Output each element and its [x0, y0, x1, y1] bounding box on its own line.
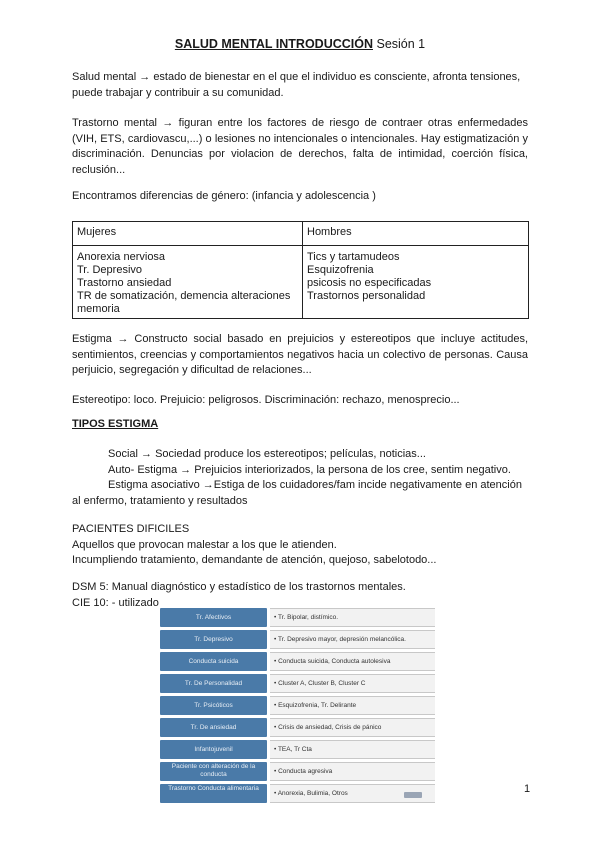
gender-differences-table: [72, 221, 529, 319]
pacientes-line: Aquellos que provocan malestar a los que le atienden.: [72, 538, 337, 551]
diagram-category: Infantojuvenil: [160, 740, 267, 759]
diagram-detail: • Esquizofrenia, Tr. Delirante: [270, 696, 435, 715]
diagram-detail: • Conducta suicida, Conducta autolesiva: [270, 652, 435, 671]
tipo-auto-estigma: Auto- Estigma → Prejuicios interiorizados, la persona de los cree, sentim negativo.: [108, 463, 511, 476]
diagram-row: [158, 608, 438, 627]
classification-section: [72, 580, 528, 611]
tipos-estigma-heading: TIPOS ESTIGMA: [72, 418, 159, 430]
genero-paragraph: Encontramos diferencias de género: (infancia y adolescencia ): [72, 190, 376, 202]
diagram-detail: • Crisis de ansiedad, Crisis de pánico: [270, 718, 435, 737]
tipo-asociativo-continuation: al enfermo, tratamiento y resultados: [72, 494, 248, 507]
page-title: [0, 37, 600, 51]
tipos-estigma-list: [72, 447, 528, 509]
diagram-category: Tr. Afectivos: [160, 608, 267, 627]
diagram-detail: • TEA, Tr Cta: [270, 740, 435, 759]
diagram-category: Conducta suicida: [160, 652, 267, 671]
diagram-category: Tr. De ansiedad: [160, 718, 267, 737]
mujeres-item: Tr. Depresivo: [77, 264, 143, 276]
diagram-row: [158, 674, 438, 693]
trastorno-mental-paragraph: Trastorno mental → figuran entre los factores de riesgo de contraer otras enfermedades (VIH, ETS, cardiovascu,...) o lesiones no intencionales o intencionales. Hay estigmatización y discriminación. Denuncias por violacion de derechos, falta de intimidad, coerción física, reclusión...: [72, 117, 528, 176]
estereotipo-paragraph: Estereotipo: loco. Prejuicio: peligrosos. Discriminación: rechazo, menosprecio...: [72, 394, 460, 406]
diagram-category: Trastorno Conducta alimentaria: [160, 784, 267, 803]
diagram-row: [158, 784, 438, 803]
mujeres-item: Anorexia nerviosa: [77, 251, 166, 263]
hombres-item: Esquizofrenia: [307, 264, 374, 276]
title-session: Sesión 1: [376, 37, 426, 51]
salud-mental-paragraph: Salud mental → estado de bienestar en el que el individuo es consciente, afronta tensiones, puede trabajar y contribuir a su comunidad.: [72, 71, 521, 99]
diagram-row: [158, 740, 438, 759]
mujeres-cell: [73, 246, 303, 319]
page-number: 1: [524, 783, 531, 795]
diagram-row: [158, 630, 438, 649]
diagram-detail: • Anorexia, Bulimia, Otros: [270, 784, 435, 803]
disorders-diagram: [158, 608, 438, 804]
diagram-category: Tr. Depresivo: [160, 630, 267, 649]
diagram-row: [158, 696, 438, 715]
pacientes-heading: PACIENTES DIFICILES: [72, 523, 190, 535]
diagram-category: Tr. Psicóticos: [160, 696, 267, 715]
diagram-detail: • Conducta agresiva: [270, 762, 435, 781]
diagram-detail: • Cluster A, Cluster B, Cluster C: [270, 674, 435, 693]
hombres-item: Tics y tartamudeos: [307, 251, 400, 263]
tipo-asociativo: Estigma asociativo →Estiga de los cuidadores/fam incide negativamente en atención: [108, 479, 522, 491]
hombres-cell: [303, 246, 529, 319]
diagram-detail: • Tr. Bipolar, distímico.: [270, 608, 435, 627]
dsm-line: DSM 5: Manual diagnóstico y estadístico de los trastornos mentales.: [72, 581, 406, 593]
estigma-paragraph: Estigma → Constructo social basado en prejuicios y estereotipos que incluye actitudes, sentimientos, creencias y comportamientos negativos hacia un colectivo de personas. Causa perjuicio, segregación y dificultad de relaciones...: [72, 333, 528, 376]
diagram-category: Tr. De Personalidad: [160, 674, 267, 693]
title-main: SALUD MENTAL INTRODUCCIÓN: [174, 37, 373, 51]
cie-line: CIE 10: - utilizado: [72, 596, 159, 609]
hombres-item: psicosis no especificadas: [307, 277, 432, 289]
diagram-category: Paciente con alteración de la conducta: [160, 762, 267, 781]
tipo-social: Social → Sociedad produce los estereotipos; películas, noticias...: [108, 448, 426, 460]
diagram-row: [158, 762, 438, 781]
table-header-mujeres: Mujeres: [73, 222, 303, 246]
pacientes-line: Incumpliendo tratamiento, demandante de atención, quejoso, sabelotodo...: [72, 554, 437, 566]
table-header-hombres: Hombres: [303, 222, 529, 246]
mujeres-item: Trastorno ansiedad: [77, 277, 172, 289]
diagram-row: [158, 718, 438, 737]
hombres-item: Trastornos personalidad: [307, 290, 426, 302]
mujeres-item: TR de somatización, demencia alteraciones memoria: [77, 290, 291, 315]
publisher-logo: [404, 792, 436, 804]
diagram-row: [158, 652, 438, 671]
diagram-detail: • Tr. Depresivo mayor, depresión melancólica.: [270, 630, 435, 649]
pacientes-dificiles-section: [72, 522, 528, 569]
